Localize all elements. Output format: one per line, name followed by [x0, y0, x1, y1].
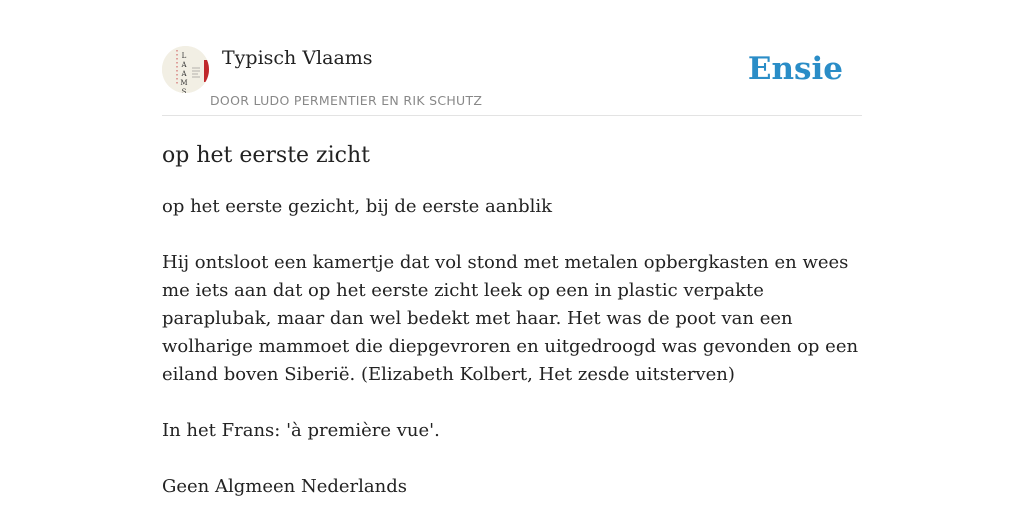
source-header: [162, 44, 862, 116]
book-cover-logo[interactable]: [162, 46, 209, 93]
book-authors: DOOR LUDO PERMENTIER EN RIK SCHUTZ: [210, 93, 483, 108]
entry-example-quote: Hij ontsloot een kamertje dat vol stond met metalen opbergkasten en wees me iets aan dat op het eerste zicht leek op een in plastic verpakte paraplubak, maar dan wel bedekt met haar. Het was de poot van een wolharige mammoet die diepgevroren en uitgedroogd was gevonden op een eiland boven Siberië. (Elizabeth Kolbert, Het zesde uitsterven): [162, 252, 859, 385]
ensie-brand-logo[interactable]: Ensie: [747, 51, 843, 87]
svg-text:A: A: [181, 61, 187, 69]
entry-note: In het Frans: 'à première vue'.: [162, 420, 440, 441]
entry-meaning: op het eerste gezicht, bij de eerste aanblik: [162, 196, 553, 217]
svg-text:S: S: [181, 88, 187, 93]
svg-text:L: L: [181, 52, 187, 60]
svg-text:A: A: [181, 70, 187, 78]
entry-usage-label: Geen Algmeen Nederlands: [162, 476, 407, 497]
book-cover-icon: [162, 46, 209, 93]
svg-text:M: M: [180, 79, 188, 87]
book-title-link[interactable]: Typisch Vlaams: [222, 47, 373, 69]
entry-term: op het eerste zicht: [162, 143, 371, 168]
entry-card: [162, 44, 862, 501]
